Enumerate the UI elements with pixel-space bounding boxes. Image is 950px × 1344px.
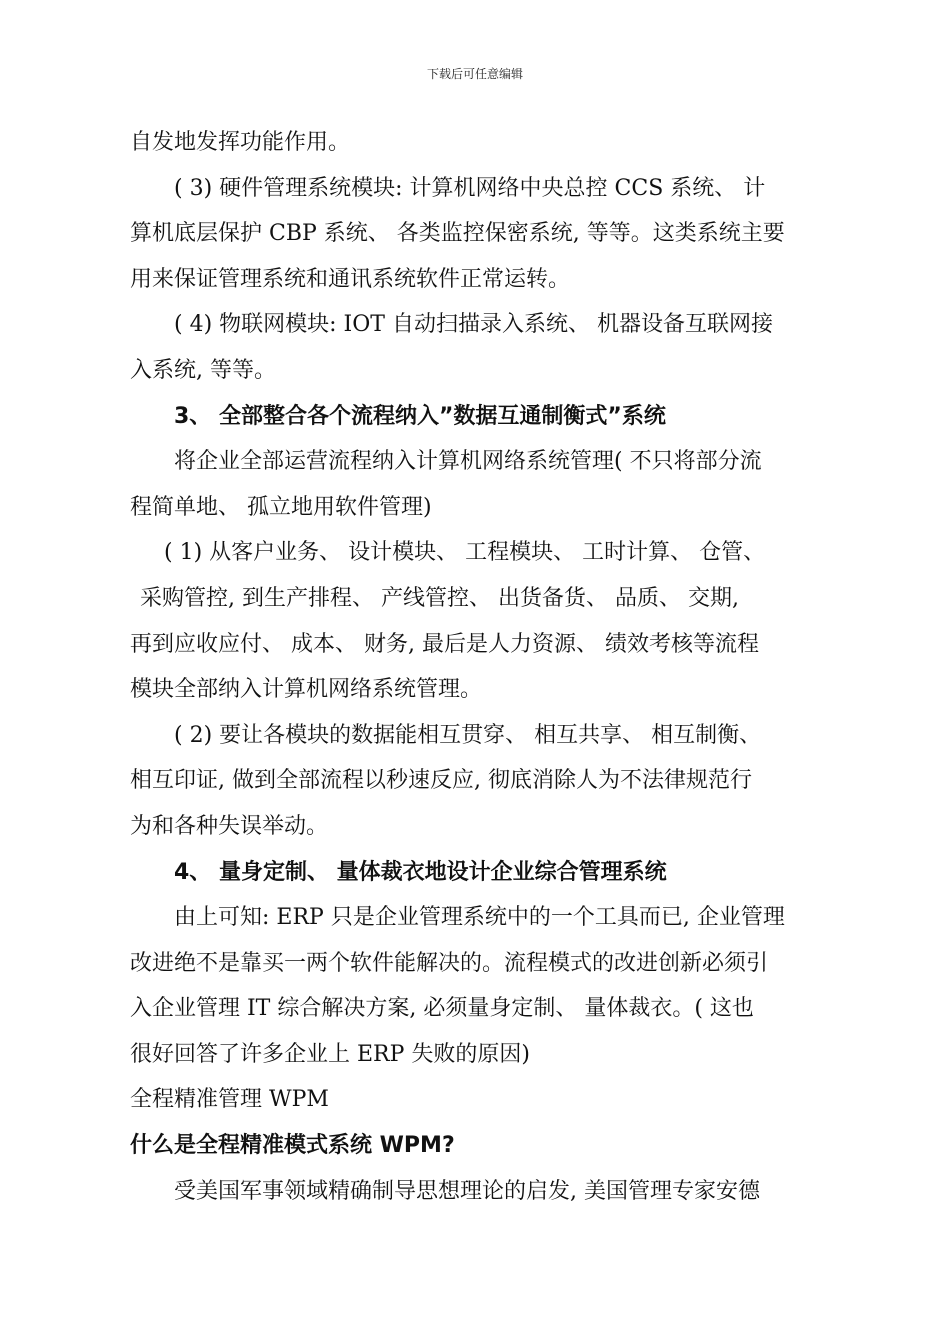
paragraph-line: 用来保证管理系统和通讯系统软件正常运转。	[130, 266, 571, 292]
paragraph-line: ( 2) 要让各模块的数据能相互贯穿、 相互共享、 相互制衡、	[174, 722, 762, 748]
paragraph-line: 入系统, 等等。	[130, 357, 276, 383]
paragraph-line: ( 4) 物联网模块: IOT 自动扫描录入系统、 机器设备互联网接	[174, 312, 773, 338]
section-heading: 3、 全部整合各个流程纳入”数据互通制衡式”系统	[174, 403, 666, 429]
paragraph-line: 为和各种失误举动。	[130, 813, 329, 839]
paragraph-line: 改进绝不是靠买一两个软件能解决的。流程模式的改进创新必须引	[130, 950, 769, 976]
paragraph-line: 模块全部纳入计算机网络系统管理。	[130, 677, 483, 703]
paragraph-line: 入企业管理 IT 综合解决方案, 必须量身定制、 量体裁衣。( 这也	[130, 996, 754, 1022]
paragraph-line: 程简单地、 孤立地用软件管理)	[130, 494, 432, 520]
paragraph-line: 由上可知: ERP 只是企业管理系统中的一个工具而已, 企业管理	[174, 905, 785, 931]
paragraph-line: 相互印证, 做到全部流程以秒速反应, 彻底消除人为不法律规范行	[130, 768, 752, 794]
paragraph-line: ( 1) 从客户业务、 设计模块、 工程模块、 工时计算、 仓管、	[164, 540, 766, 566]
paragraph-line: 自发地发挥功能作用。	[130, 130, 351, 155]
question-heading: 什么是全程精准模式系统 WPM?	[130, 1133, 455, 1159]
paragraph-line: 采购管控, 到生产排程、 产线管控、 出货备货、 品质、 交期,	[140, 585, 739, 611]
paragraph-line: 将企业全部运营流程纳入计算机网络系统管理( 不只将部分流	[174, 449, 762, 475]
paragraph-line: 算机底层保护 CBP 系统、 各类监控保密系统, 等等。这类系统主要	[130, 221, 785, 247]
page-header: 下载后可任意编辑	[426, 67, 523, 81]
paragraph-line: 再到应收应付、 成本、 财务, 最后是人力资源、 绩效考核等流程	[130, 631, 759, 657]
document-body	[130, 120, 820, 1214]
paragraph-line: ( 3) 硬件管理系统模块: 计算机网络中央总控 CCS 系统、 计	[174, 175, 766, 201]
paragraph-line: 很好回答了许多企业上 ERP 失败的原因)	[130, 1041, 530, 1067]
paragraph-line: 受美国军事领域精确制导思想理论的启发, 美国管理专家安德	[174, 1178, 760, 1204]
section-heading: 4、 量身定制、 量体裁衣地设计企业综合管理系统	[174, 859, 667, 885]
subtitle: 全程精准管理 WPM	[130, 1087, 329, 1113]
